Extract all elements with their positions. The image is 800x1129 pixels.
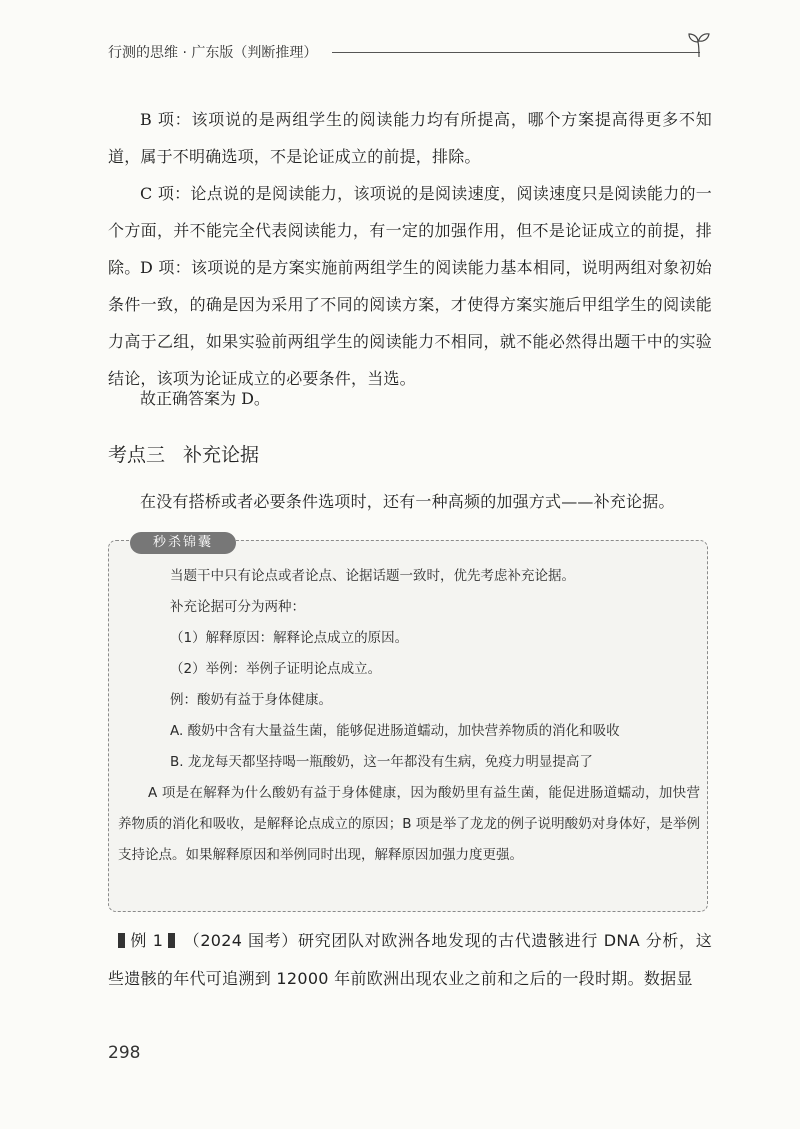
option-b-explanation: B 项：该项说的是两组学生的阅读能力均有所提高，哪个方案提高得更多不知道，属于不明确选项，不是论证成立的前提，排除。 bbox=[108, 110, 712, 166]
tip-body bbox=[118, 561, 700, 871]
running-header bbox=[108, 30, 712, 60]
header-rule bbox=[332, 52, 700, 53]
bracket-mark-icon bbox=[168, 933, 175, 948]
tip-line: A. 酸奶中含有大量益生菌，能够促进肠道蠕动，加快营养物质的消化和吸收 bbox=[170, 723, 620, 739]
tip-line: （2）举例：举例子证明论点成立。 bbox=[170, 661, 382, 677]
book-title: 行测的思维 · 广东版（判断推理） bbox=[108, 45, 318, 61]
page-number: 298 bbox=[108, 1043, 141, 1063]
example-label: 例 1 bbox=[130, 931, 164, 950]
bracket-mark-icon bbox=[118, 933, 125, 948]
correct-answer: 故正确答案为 D。 bbox=[140, 389, 270, 408]
section-label: 考点三 bbox=[108, 444, 166, 466]
example-text: （2024 国考）研究团队对欧洲各地发现的古代遗骸进行 DNA 分析，这些遗骸的年代可追溯到 12000 年前欧洲出现农业之前和之后的一段时期。数据显 bbox=[108, 931, 712, 988]
tip-line: 补充论据可分为两种： bbox=[170, 599, 305, 615]
tip-line: 当题干中只有论点或者论点、论据话题一致时，优先考虑补充论据。 bbox=[170, 568, 575, 584]
tip-line: B. 龙龙每天都坚持喝一瓶酸奶，这一年都没有生病，免疫力明显提高了 bbox=[170, 754, 593, 770]
option-c-explanation: C 项：论点说的是阅读能力，该项说的是阅读速度，阅读速度只是阅读能力的一个方面，并不能完全代表阅读能力，有一定的加强作用，但不是论证成立的前提，排除。 bbox=[108, 184, 712, 277]
tip-paragraph: A 项是在解释为什么酸奶有益于身体健康，因为酸奶里有益生菌，能促进肠道蠕动，加快营养物质的消化和吸收，是解释论点成立的原因；B 项是举了龙龙的例子说明酸奶对身体好，是举例支持论点。如果解释原因和举例同时出现，解释原因加强力度更强。 bbox=[118, 785, 700, 863]
tip-line: （1）解释原因：解释论点成立的原因。 bbox=[170, 630, 409, 646]
sprout-icon bbox=[686, 30, 712, 58]
section-heading bbox=[108, 440, 259, 467]
section-intro: 在没有搭桥或者必要条件选项时，还有一种高频的加强方式——补充论据。 bbox=[140, 492, 675, 511]
option-d-explanation: D 项：该项说的是方案实施前两组学生的阅读能力基本相同，说明两组对象初始条件一致，的确是因为采用了不同的阅读方案，才使得方案实施后甲组学生的阅读能力高于乙组，如果实验前两组学生的阅读能力不相同，就不能必然得出题干中的实验结论，该项为论证成立的必要条件，当选。 bbox=[108, 258, 712, 388]
example-question bbox=[108, 922, 712, 998]
tip-badge: 秒杀锦囊 bbox=[130, 532, 236, 554]
tip-line: 例：酸奶有益于身体健康。 bbox=[170, 692, 332, 708]
section-title: 补充论据 bbox=[183, 444, 260, 466]
